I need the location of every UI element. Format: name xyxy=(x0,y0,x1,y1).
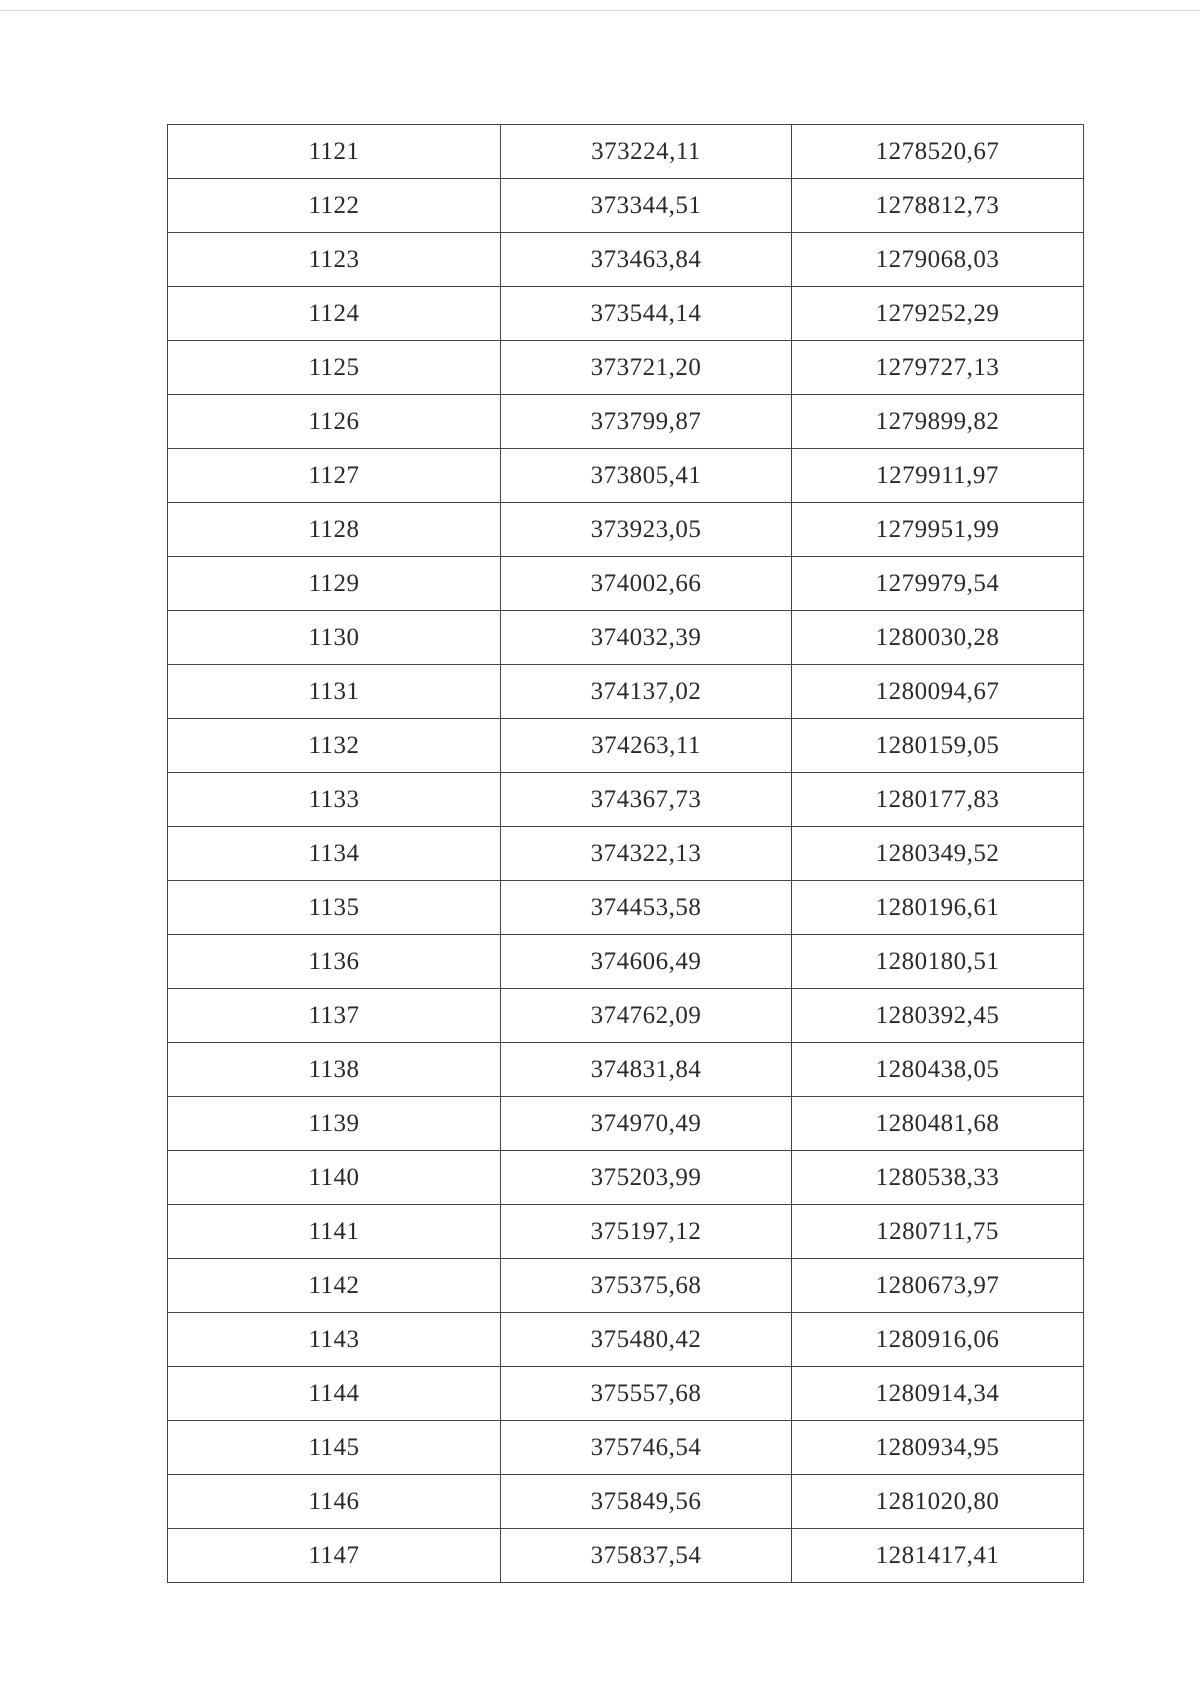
y-coordinate-cell: 1280196,61 xyxy=(792,881,1084,935)
x-coordinate-cell: 374032,39 xyxy=(501,611,792,665)
y-coordinate-cell: 1280673,97 xyxy=(792,1259,1084,1313)
point-number-cell: 1134 xyxy=(168,827,501,881)
y-coordinate-cell: 1279068,03 xyxy=(792,233,1084,287)
x-coordinate-cell: 373721,20 xyxy=(501,341,792,395)
y-coordinate-cell: 1279911,97 xyxy=(792,449,1084,503)
table-row xyxy=(168,449,1084,503)
y-coordinate-cell: 1280094,67 xyxy=(792,665,1084,719)
x-coordinate-cell: 375746,54 xyxy=(501,1421,792,1475)
table-row xyxy=(168,719,1084,773)
point-number-cell: 1132 xyxy=(168,719,501,773)
x-coordinate-cell: 375480,42 xyxy=(501,1313,792,1367)
x-coordinate-cell: 375203,99 xyxy=(501,1151,792,1205)
point-number-cell: 1125 xyxy=(168,341,501,395)
x-coordinate-cell: 373463,84 xyxy=(501,233,792,287)
table-row xyxy=(168,665,1084,719)
table-row xyxy=(168,503,1084,557)
table-row xyxy=(168,287,1084,341)
x-coordinate-cell: 373224,11 xyxy=(501,125,792,179)
point-number-cell: 1143 xyxy=(168,1313,501,1367)
x-coordinate-cell: 374367,73 xyxy=(501,773,792,827)
y-coordinate-cell: 1280711,75 xyxy=(792,1205,1084,1259)
x-coordinate-cell: 374453,58 xyxy=(501,881,792,935)
table-row xyxy=(168,1097,1084,1151)
y-coordinate-cell: 1279899,82 xyxy=(792,395,1084,449)
coordinates-table-body xyxy=(168,125,1084,1583)
x-coordinate-cell: 373344,51 xyxy=(501,179,792,233)
table-row xyxy=(168,557,1084,611)
y-coordinate-cell: 1280916,06 xyxy=(792,1313,1084,1367)
y-coordinate-cell: 1280914,34 xyxy=(792,1367,1084,1421)
table-row xyxy=(168,1529,1084,1583)
y-coordinate-cell: 1278812,73 xyxy=(792,179,1084,233)
table-row xyxy=(168,881,1084,935)
y-coordinate-cell: 1280159,05 xyxy=(792,719,1084,773)
table-row xyxy=(168,1313,1084,1367)
table-row xyxy=(168,1421,1084,1475)
point-number-cell: 1129 xyxy=(168,557,501,611)
x-coordinate-cell: 374831,84 xyxy=(501,1043,792,1097)
point-number-cell: 1142 xyxy=(168,1259,501,1313)
point-number-cell: 1138 xyxy=(168,1043,501,1097)
x-coordinate-cell: 373544,14 xyxy=(501,287,792,341)
x-coordinate-cell: 373799,87 xyxy=(501,395,792,449)
y-coordinate-cell: 1280438,05 xyxy=(792,1043,1084,1097)
table-row xyxy=(168,1151,1084,1205)
x-coordinate-cell: 375557,68 xyxy=(501,1367,792,1421)
table-row xyxy=(168,989,1084,1043)
y-coordinate-cell: 1280538,33 xyxy=(792,1151,1084,1205)
x-coordinate-cell: 375197,12 xyxy=(501,1205,792,1259)
table-row xyxy=(168,827,1084,881)
point-number-cell: 1133 xyxy=(168,773,501,827)
table-row xyxy=(168,125,1084,179)
x-coordinate-cell: 373923,05 xyxy=(501,503,792,557)
point-number-cell: 1123 xyxy=(168,233,501,287)
table-row xyxy=(168,341,1084,395)
table-row xyxy=(168,1367,1084,1421)
point-number-cell: 1147 xyxy=(168,1529,501,1583)
y-coordinate-cell: 1281020,80 xyxy=(792,1475,1084,1529)
x-coordinate-cell: 374263,11 xyxy=(501,719,792,773)
y-coordinate-cell: 1280177,83 xyxy=(792,773,1084,827)
table-row xyxy=(168,1205,1084,1259)
table-row xyxy=(168,773,1084,827)
y-coordinate-cell: 1281417,41 xyxy=(792,1529,1084,1583)
point-number-cell: 1137 xyxy=(168,989,501,1043)
point-number-cell: 1128 xyxy=(168,503,501,557)
point-number-cell: 1146 xyxy=(168,1475,501,1529)
point-number-cell: 1130 xyxy=(168,611,501,665)
table-row xyxy=(168,395,1084,449)
y-coordinate-cell: 1280481,68 xyxy=(792,1097,1084,1151)
scan-edge-line xyxy=(0,10,1200,11)
coordinates-table xyxy=(167,124,1084,1583)
point-number-cell: 1126 xyxy=(168,395,501,449)
y-coordinate-cell: 1280030,28 xyxy=(792,611,1084,665)
point-number-cell: 1136 xyxy=(168,935,501,989)
table-row xyxy=(168,935,1084,989)
table-row xyxy=(168,1043,1084,1097)
point-number-cell: 1141 xyxy=(168,1205,501,1259)
x-coordinate-cell: 374762,09 xyxy=(501,989,792,1043)
point-number-cell: 1145 xyxy=(168,1421,501,1475)
y-coordinate-cell: 1278520,67 xyxy=(792,125,1084,179)
x-coordinate-cell: 375375,68 xyxy=(501,1259,792,1313)
table-row xyxy=(168,179,1084,233)
y-coordinate-cell: 1280349,52 xyxy=(792,827,1084,881)
point-number-cell: 1127 xyxy=(168,449,501,503)
table-row xyxy=(168,1259,1084,1313)
point-number-cell: 1122 xyxy=(168,179,501,233)
point-number-cell: 1139 xyxy=(168,1097,501,1151)
y-coordinate-cell: 1279979,54 xyxy=(792,557,1084,611)
point-number-cell: 1121 xyxy=(168,125,501,179)
y-coordinate-cell: 1280180,51 xyxy=(792,935,1084,989)
y-coordinate-cell: 1280392,45 xyxy=(792,989,1084,1043)
x-coordinate-cell: 375837,54 xyxy=(501,1529,792,1583)
x-coordinate-cell: 373805,41 xyxy=(501,449,792,503)
y-coordinate-cell: 1279252,29 xyxy=(792,287,1084,341)
table-row xyxy=(168,1475,1084,1529)
table-row xyxy=(168,233,1084,287)
point-number-cell: 1131 xyxy=(168,665,501,719)
y-coordinate-cell: 1280934,95 xyxy=(792,1421,1084,1475)
table-row xyxy=(168,611,1084,665)
y-coordinate-cell: 1279727,13 xyxy=(792,341,1084,395)
x-coordinate-cell: 374002,66 xyxy=(501,557,792,611)
point-number-cell: 1124 xyxy=(168,287,501,341)
x-coordinate-cell: 375849,56 xyxy=(501,1475,792,1529)
x-coordinate-cell: 374322,13 xyxy=(501,827,792,881)
y-coordinate-cell: 1279951,99 xyxy=(792,503,1084,557)
x-coordinate-cell: 374606,49 xyxy=(501,935,792,989)
x-coordinate-cell: 374137,02 xyxy=(501,665,792,719)
point-number-cell: 1135 xyxy=(168,881,501,935)
x-coordinate-cell: 374970,49 xyxy=(501,1097,792,1151)
point-number-cell: 1140 xyxy=(168,1151,501,1205)
point-number-cell: 1144 xyxy=(168,1367,501,1421)
